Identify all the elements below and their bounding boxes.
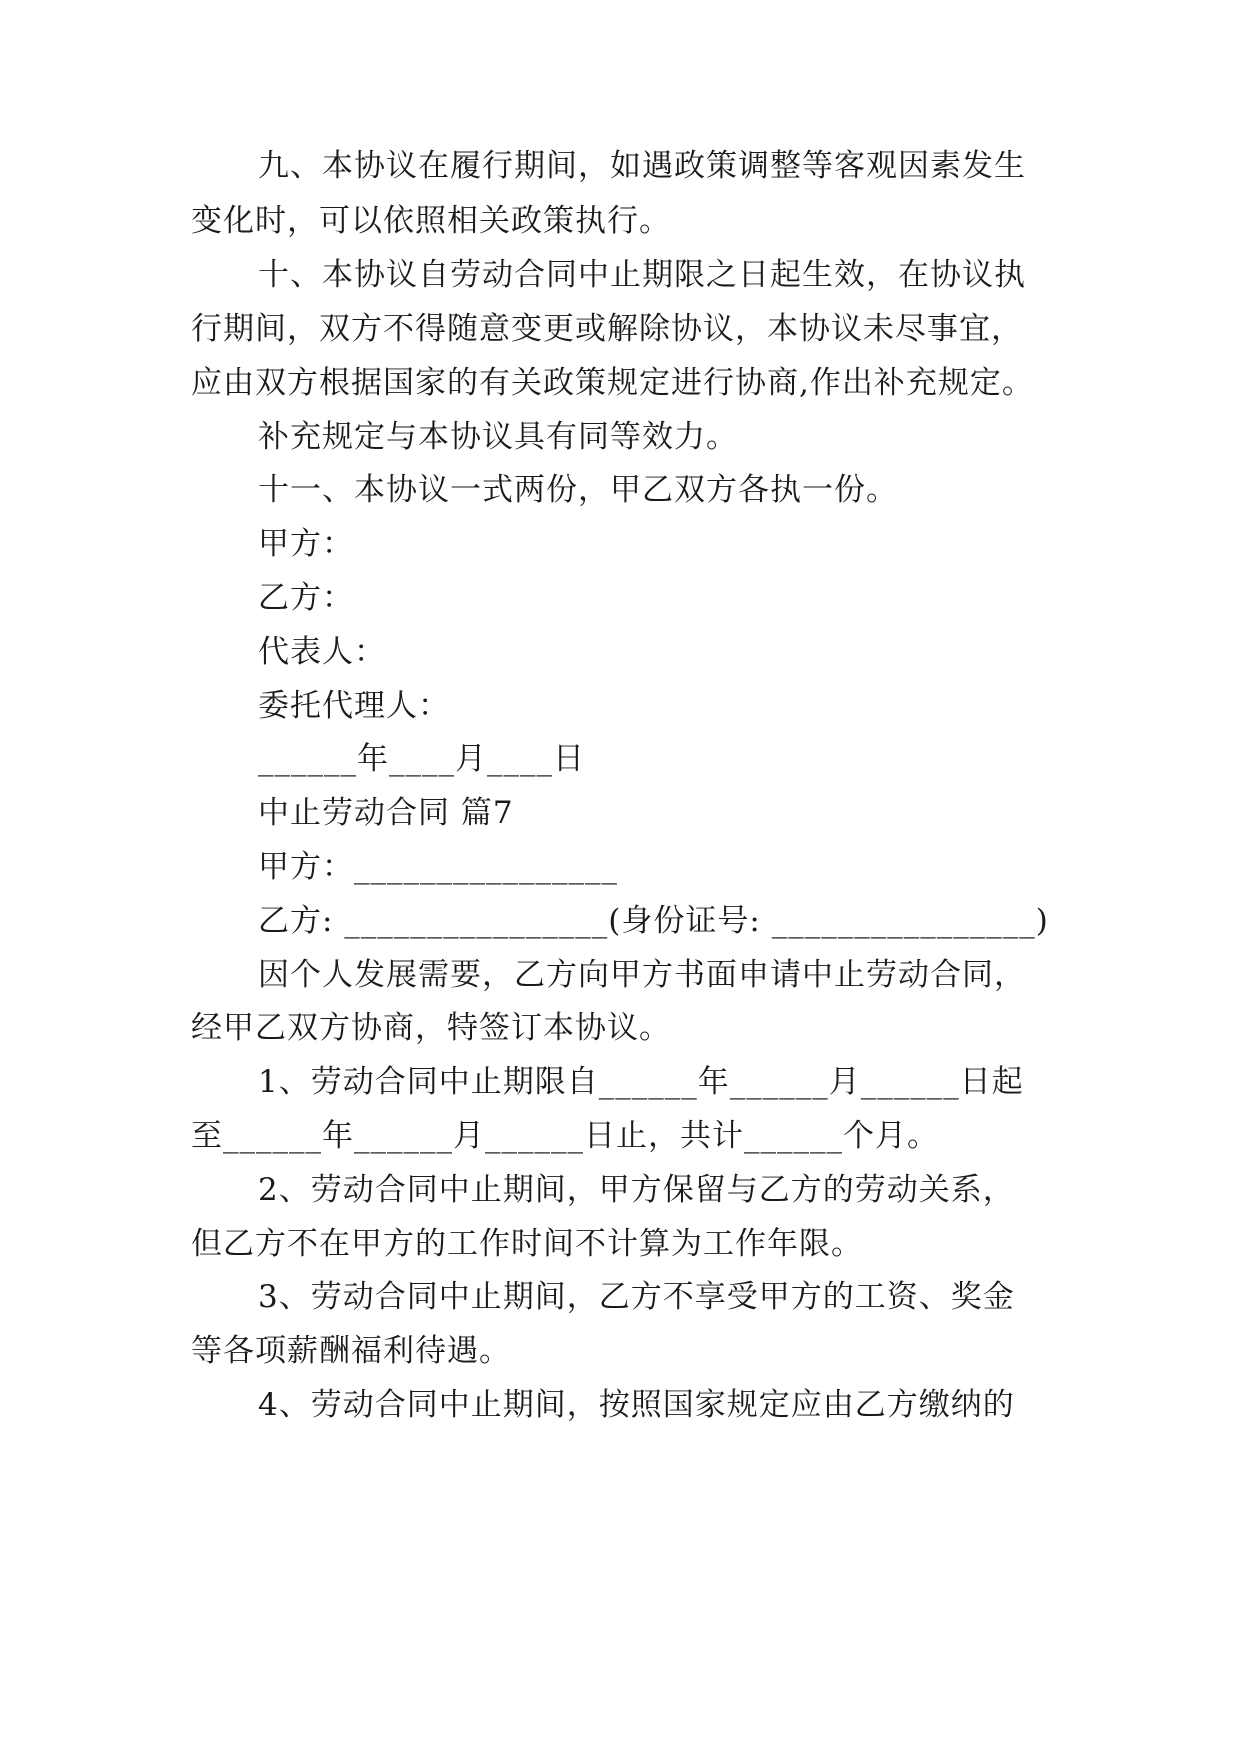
paragraph-line: 因个人发展需要，乙方向甲方书面申请中止劳动合同，	[258, 957, 1026, 993]
paragraph-line: 4、劳动合同中止期间，按照国家规定应由乙方缴纳的	[258, 1387, 1015, 1423]
party-b-field: 乙方: ________________(身份证号: ________________)	[258, 903, 1049, 939]
date-line: ______年____月____日	[258, 741, 585, 777]
party-a-field: 甲方：________________	[258, 849, 618, 885]
agent-label: 委托代理人：	[258, 688, 450, 724]
section-heading: 中止劳动合同 篇7	[258, 795, 514, 831]
paragraph-line: 九、本协议在履行期间，如遇政策调整等客观因素发生	[258, 148, 1026, 184]
party-a-label: 甲方：	[258, 526, 354, 562]
paragraph-line: 1、劳动合同中止期限自______年______月______日起	[258, 1064, 1024, 1100]
paragraph-line: 十一、本协议一式两份，甲乙双方各执一份。	[258, 472, 898, 508]
paragraph-line: 2、劳动合同中止期间，甲方保留与乙方的劳动关系，	[258, 1172, 1015, 1208]
paragraph-line: 补充规定与本协议具有同等效力。	[258, 419, 738, 455]
paragraph-line: 经甲乙双方协商，特签订本协议。	[191, 1010, 671, 1046]
paragraph-line: 3、劳动合同中止期间，乙方不享受甲方的工资、奖金	[258, 1279, 1015, 1315]
paragraph-line: 等各项薪酬福利待遇。	[191, 1333, 511, 1369]
paragraph-line: 应由双方根据国家的有关政策规定进行协商,作出补充规定。	[191, 365, 1034, 401]
paragraph-line: 行期间，双方不得随意变更或解除协议，本协议未尽事宜，	[191, 311, 1023, 347]
representative-label: 代表人：	[258, 634, 386, 670]
paragraph-line: 十、本协议自劳动合同中止期限之日起生效，在协议执	[258, 257, 1026, 293]
paragraph-line: 变化时，可以依照相关政策执行。	[191, 203, 671, 239]
paragraph-line: 至______年______月______日止，共计______个月。	[191, 1118, 939, 1154]
paragraph-line: 但乙方不在甲方的工作时间不计算为工作年限。	[191, 1226, 863, 1262]
party-b-label: 乙方：	[258, 580, 354, 616]
